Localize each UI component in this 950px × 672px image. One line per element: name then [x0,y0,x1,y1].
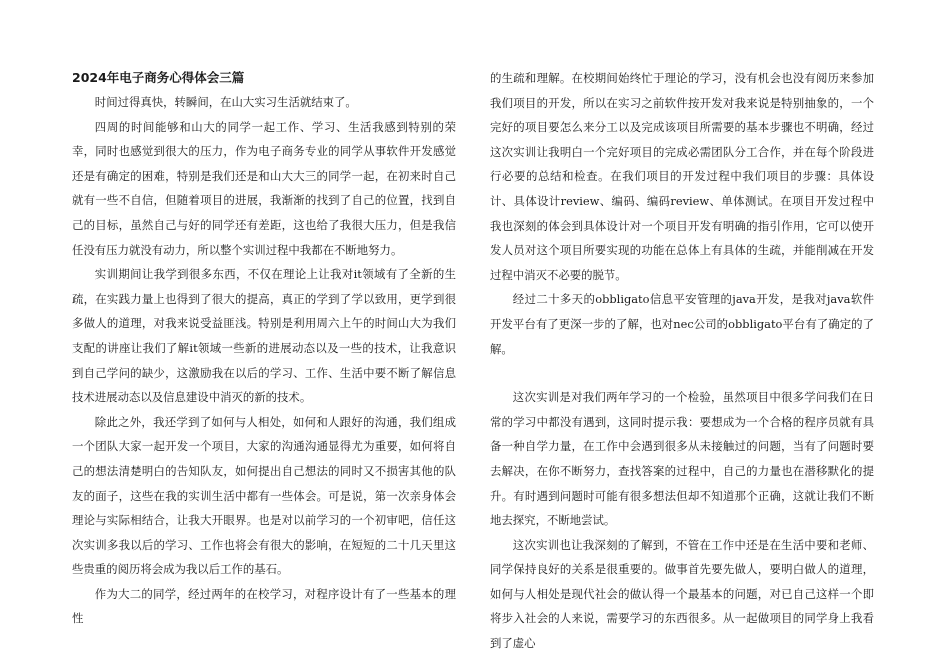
paragraph: 实训期间让我学到很多东西，不仅在理论上让我对it领域有了全新的生疏，在实践力量上也得到了很大的提高，真正的学到了学以致用，更学到很多做人的道理，对我来说受益匪浅。特别是利用周六上午的时间山大为我们支配的讲座让我们了解it领域一些新的进展动态以及一些的技术，让我意识到自己学问的缺少，这激励我在以后的学习、工作、生活中要不断了解信息技术进展动态以及信息建设中消灭的新的技术。 [72,267,456,405]
paragraph: 的生疏和理解。在校期间始终忙于理论的学习，没有机会也没有阅历来参加我们项目的开发，所以在实习之前软件按开发对我来说是特别抽象的，一个完好的项目要怎么来分工以及完成该项目所需要的基本步骤也不明确，经过这次实训让我明白一个完好项目的完成必需团队分工合作，并在每个阶段进行必要的总结和检查。在我们项目的开发过程中我们项目的步骤：具体设计、具体设计review、编码、编码review、单体测试。在项目开发过程中我也深刻的体会到具体设计对一个项目开发有明确的指引作用，它可以使开发人员对这个项目所要实现的功能在总体上有具体的生疏，并能削减在开发过程中消灭不必要的脱节。 [490,71,874,282]
paragraph: 经过二十多天的obbligato信息平安管理的java开发，是我对java软件开发平台有了更深一步的了解，也对nec公司的obbligato平台有了确定的了解。 [490,292,874,356]
left-column [72,66,456,631]
paragraph: 时间过得真快，转瞬间，在山大实习生活就结束了。 [94,95,357,109]
paragraph: 这次实训也让我深刻的了解到，不管在工作中还是在生活中要和老师、同学保持良好的关系是很重要的。做事首先要先做人，要明白做人的道理，如何与人相处是现代社会的做认得一个最基本的问题，对已自己这样一个即将步入社会的人来说，需要学习的东西很多。从一起做项目的同学身上我看到了虚心 [490,537,874,651]
blank-line [490,361,874,385]
paragraph: 这次实训是对我们两年学习的一个检验，虽然项目中很多学问我们在日常的学习中都没有遇到，这同时提示我：要想成为一个合格的程序员就有具备一种自学力量，在工作中会遇到很多从未接触过的问题，当有了问题时要去解决，在你不断努力，查找答案的过程中，自己的力量也在潜移默化的提升。有时遇到问题时可能有很多想法但却不知道那个正确，这就让我们不断地去探究，不断地尝试。 [490,390,874,528]
paragraph: 除此之外，我还学到了如何与人相处，如何和人跟好的沟通，我们组成一个团队大家一起开发一个项目，大家的沟通沟通显得尤为重要，如何将自己的想法清楚明白的告知队友，如何提出自己想法的同时又不损害其他的队友的面子，这些在我的实训生活中都有一些体会。可是说，第一次亲身体会理论与实际相结合，让我大开眼界。也是对以前学习的一个初审吧，信任这次实训多我以后的学习、工作也将会有很大的影响，在短短的二十几天里这些贵重的阅历将会成为我以后工作的基石。 [72,414,456,577]
right-column [490,66,874,656]
paragraph: 作为大二的同学，经过两年的在校学习，对程序设计有了一些基本的理性 [72,586,456,626]
document-title: 2024年电子商务心得体会三篇 [72,70,245,85]
paragraph: 四周的时间能够和山大的同学一起工作、学习、生活我感到特别的荣幸，同时也感觉到很大的压力，作为电子商务专业的同学从事软件开发感觉还是有确定的困难，特别是我们还是和山大大三的同学一起，在初来时自己就有一些不自信，但随着项目的进展，我渐渐的找到了自己的位置，找到自己的目标，虽然自己与好的同学还有差距，这也给了我很大压力，但是我信任没有压力就没有动力，所以整个实训过程中我都在不断地努力。 [72,119,456,257]
